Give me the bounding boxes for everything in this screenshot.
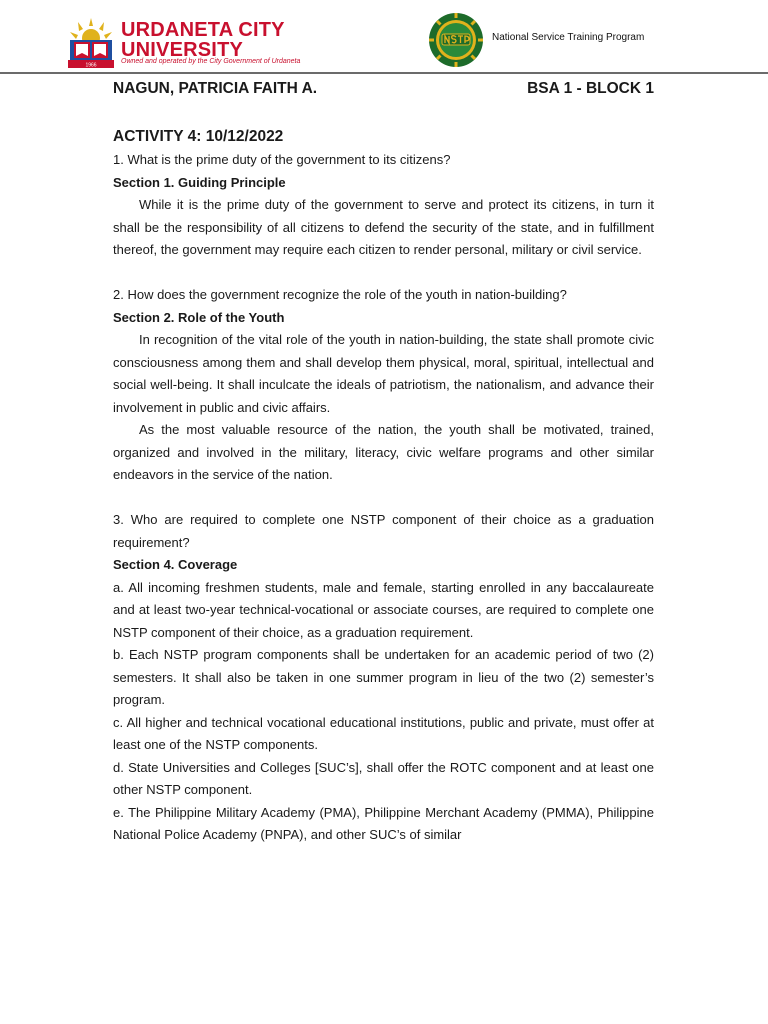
answer-2-paragraph-2: As the most valuable resource of the nation, the youth shall be motivated, trained, organized and involved in the military, literacy, civic welfare programs and other similar endeavors in the service of the nation. [113, 422, 654, 482]
page-header [0, 0, 768, 80]
document-body [113, 78, 654, 847]
nstp-seal-icon [428, 12, 484, 68]
section-2-heading: Section 2. Role of the Youth [113, 309, 285, 325]
coverage-item-e: e. The Philippine Military Academy (PMA), Philippine Merchant Academy (PMMA), Philippine National Police Academy (PNPA), and other SUC’s of similar [113, 804, 654, 842]
section-4-heading: Section 4. Coverage [113, 557, 238, 572]
coverage-item-a: a. All incoming freshmen students, male and female, starting enrolled in any baccalaureate and at least two-year technical-vocational or associate courses, are required to complete one NSTP component of their choice, as a graduation requirement. [113, 579, 654, 640]
activity-title: ACTIVITY 4: 10/12/2022 [113, 128, 284, 145]
spacer [113, 262, 654, 285]
header-divider [0, 72, 768, 74]
student-info-row [113, 78, 654, 100]
coverage-item-c: c. All higher and technical vocational educational institutions, public and private, must offer at least one of the NSTP components. [113, 714, 654, 752]
section-1-heading: Section 1. Guiding Principle [113, 174, 286, 190]
answer-2-paragraph-1: In recognition of the vital role of the youth in nation-building, the state shall promote civic consciousness among them and shall develop them physical, moral, spiritual, intellectual and social well-being. It shall inculcate the ideals of patriotism, the nationalism, and advance their involvement in public and civic affairs. [113, 332, 654, 415]
university-name-line2: UNIVERSITY [121, 39, 244, 61]
coverage-item-d: d. State Universities and Colleges [SUC’s], shall offer the ROTC component and at least one other NSTP component. [113, 759, 654, 797]
answer-1: While it is the prime duty of the government to serve and protect its citizens, in turn it shall be the responsibility of all citizens to defend the security of the state, and in fulfillment thereof, the government may require each citizen to render personal, military or civil service. [113, 197, 654, 257]
coverage-item-b: b. Each NSTP program components shall be undertaken for an academic period of two (2) semesters. It shall also be taken in one summer program in lieu of the two (2) semester’s program. [113, 647, 654, 707]
university-name [121, 20, 285, 60]
student-name: NAGUN, PATRICIA FAITH A. [113, 80, 318, 97]
question-1: 1. What is the prime duty of the government to its citizens? [113, 152, 451, 167]
university-name-line1: URDANETA CITY [121, 19, 285, 41]
spacer [113, 487, 654, 510]
program-name: National Service Training Program [492, 32, 645, 43]
svg-text:1966: 1966 [85, 62, 97, 69]
question-2: 2. How does the government recognize the role of the youth in nation-building? [113, 287, 567, 302]
university-tagline: Owned and operated by the City Government of Urdaneta [121, 58, 301, 65]
student-section: BSA 1 - BLOCK 1 [527, 80, 654, 97]
university-seal-icon [66, 16, 116, 70]
question-3: 3. Who are required to complete one NSTP component of their choice as a graduation requirement? [113, 512, 654, 550]
